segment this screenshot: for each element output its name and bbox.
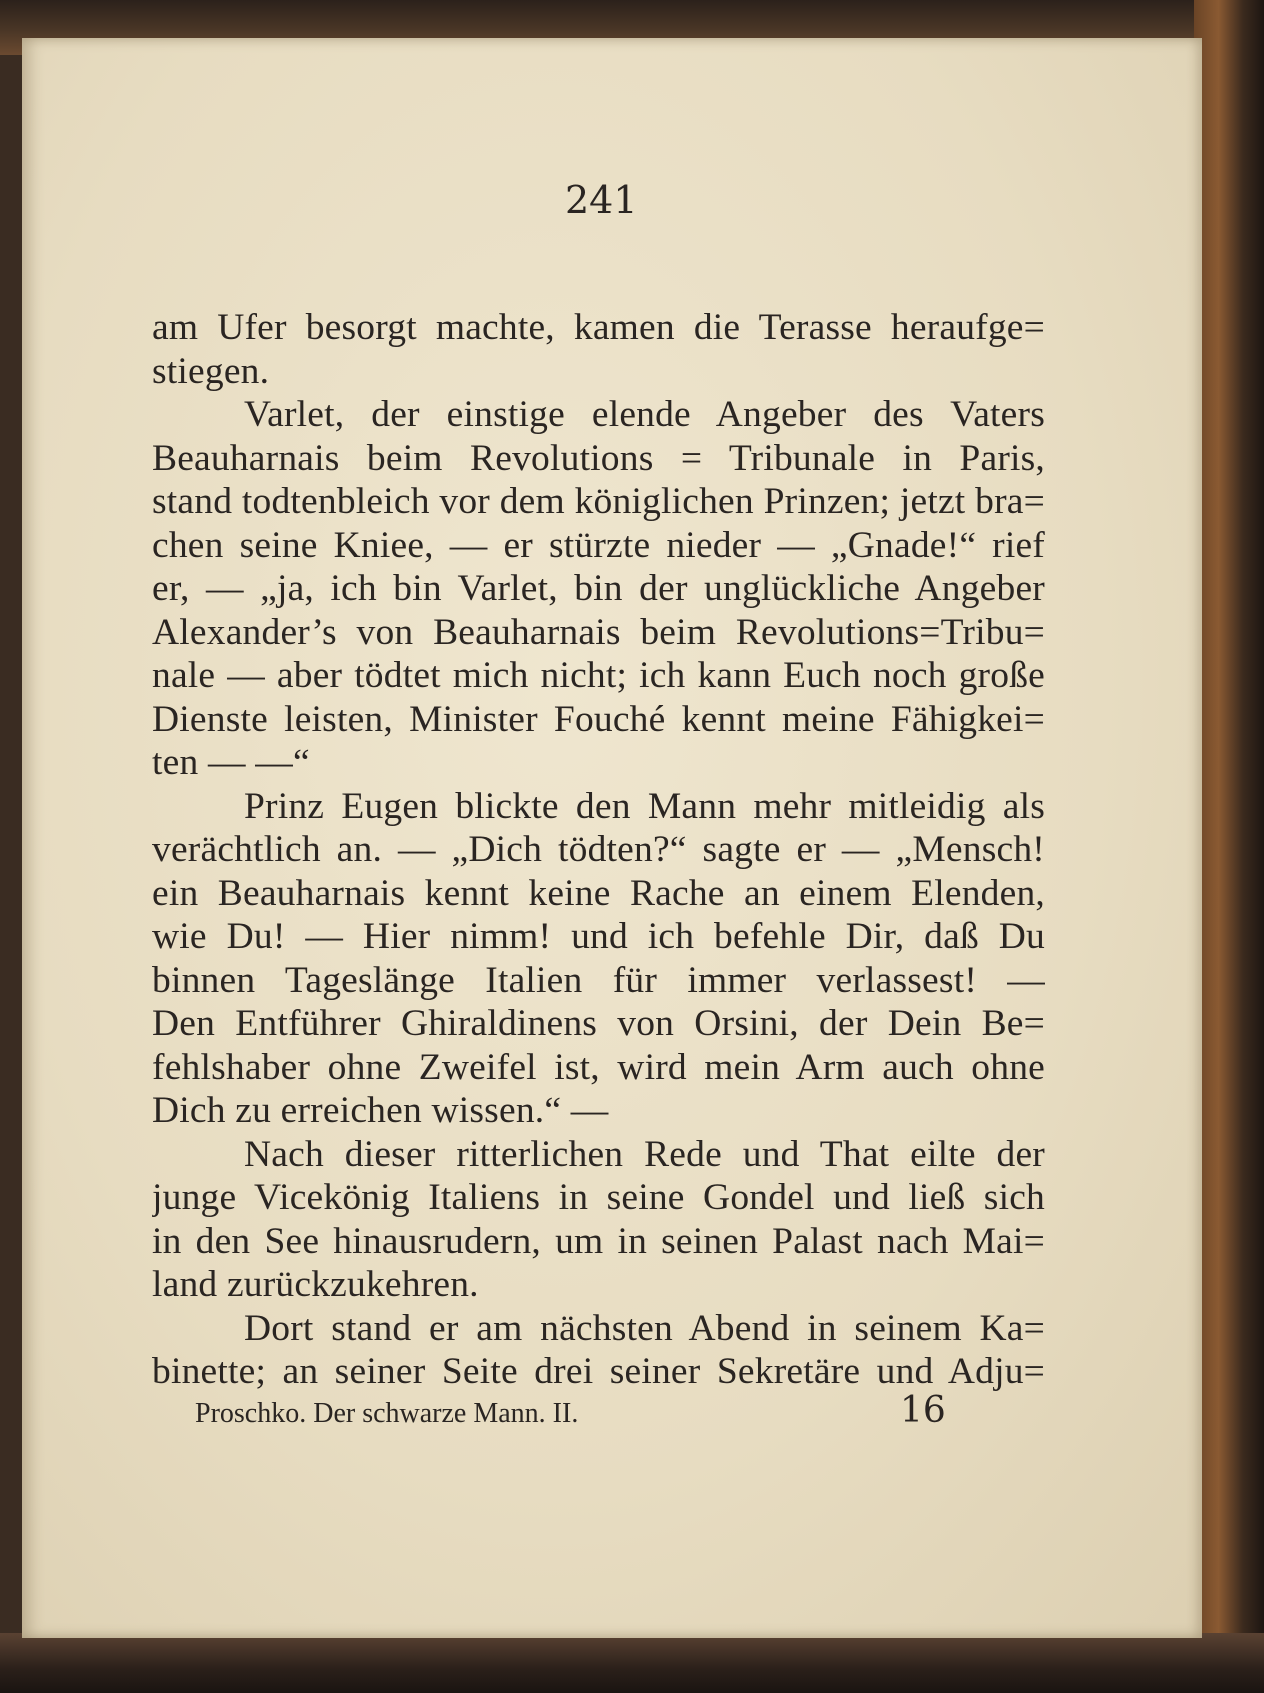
text-line: Dich zu erreichen wissen.“ —: [152, 1090, 609, 1131]
text-line: binnen Tageslänge Italien für immer verlassest! —: [152, 959, 1045, 1001]
text-line: Beauharnais beim Revolutions = Tribunale in Paris,: [152, 437, 1045, 479]
text-line: am Ufer besorgt machte, kamen die Terasse heraufge=: [152, 307, 1045, 348]
text-line: er, — „ja, ich bin Varlet, bin der unglückliche Angeber: [152, 568, 1045, 609]
footer-signature: Proschko. Der schwarze Mann. II.: [195, 1398, 579, 1429]
book-binding-right: [1194, 0, 1264, 1693]
text-line: ten — —“: [152, 742, 310, 783]
text-line: land zurückzukehren.: [152, 1264, 479, 1305]
text-line: Nach dieser ritterlichen Rede und That eilte der: [244, 1133, 1045, 1175]
text-line: chen seine Kniee, — er stürzte nieder — „Gnade!“ rief: [152, 524, 1045, 566]
text-line: Dort stand er am nächsten Abend in seinem Ka=: [244, 1307, 1045, 1349]
footer-sheet-number: 16: [900, 1390, 946, 1431]
text-line: Den Entführer Ghiraldinens von Orsini, der Dein Be=: [152, 1003, 1045, 1044]
book-binding-bottom: [0, 1633, 1264, 1693]
text-line: ein Beauharnais kennt keine Rache an einem Elenden,: [152, 872, 1045, 914]
text-line: verächtlich an. — „Dich tödten?“ sagte er — „Mensch!: [152, 829, 1045, 870]
text-line: stiegen.: [152, 350, 270, 392]
text-line: Alexander’s von Beauharnais beim Revolutions=Tribu=: [152, 611, 1045, 653]
text-line: wie Du! — Hier nimm! und ich befehle Dir, daß Du: [152, 916, 1045, 957]
text-line: nale — aber tödtet mich nicht; ich kann Euch noch große: [152, 655, 1045, 696]
text-line: junge Vicekönig Italiens in seine Gondel und ließ sich: [152, 1177, 1045, 1218]
page-number: 241: [565, 178, 638, 222]
body-text: [152, 306, 1045, 1394]
text-line: stand todtenbleich vor dem königlichen Prinzen; jetzt bra=: [152, 481, 1045, 522]
text-line: fehlshaber ohne Zweifel ist, wird mein Arm auch ohne: [152, 1046, 1045, 1088]
text-line: Dienste leisten, Minister Fouché kennt meine Fähigkei=: [152, 698, 1045, 740]
text-line: binette; an seiner Seite drei seiner Sekretäre und Adju=: [152, 1351, 1045, 1392]
text-line: Prinz Eugen blickte den Mann mehr mitleidig als: [244, 785, 1045, 827]
text-line: in den See hinausrudern, um in seinen Palast nach Mai=: [152, 1220, 1045, 1262]
text-line: Varlet, der einstige elende Angeber des Vaters: [244, 394, 1045, 435]
